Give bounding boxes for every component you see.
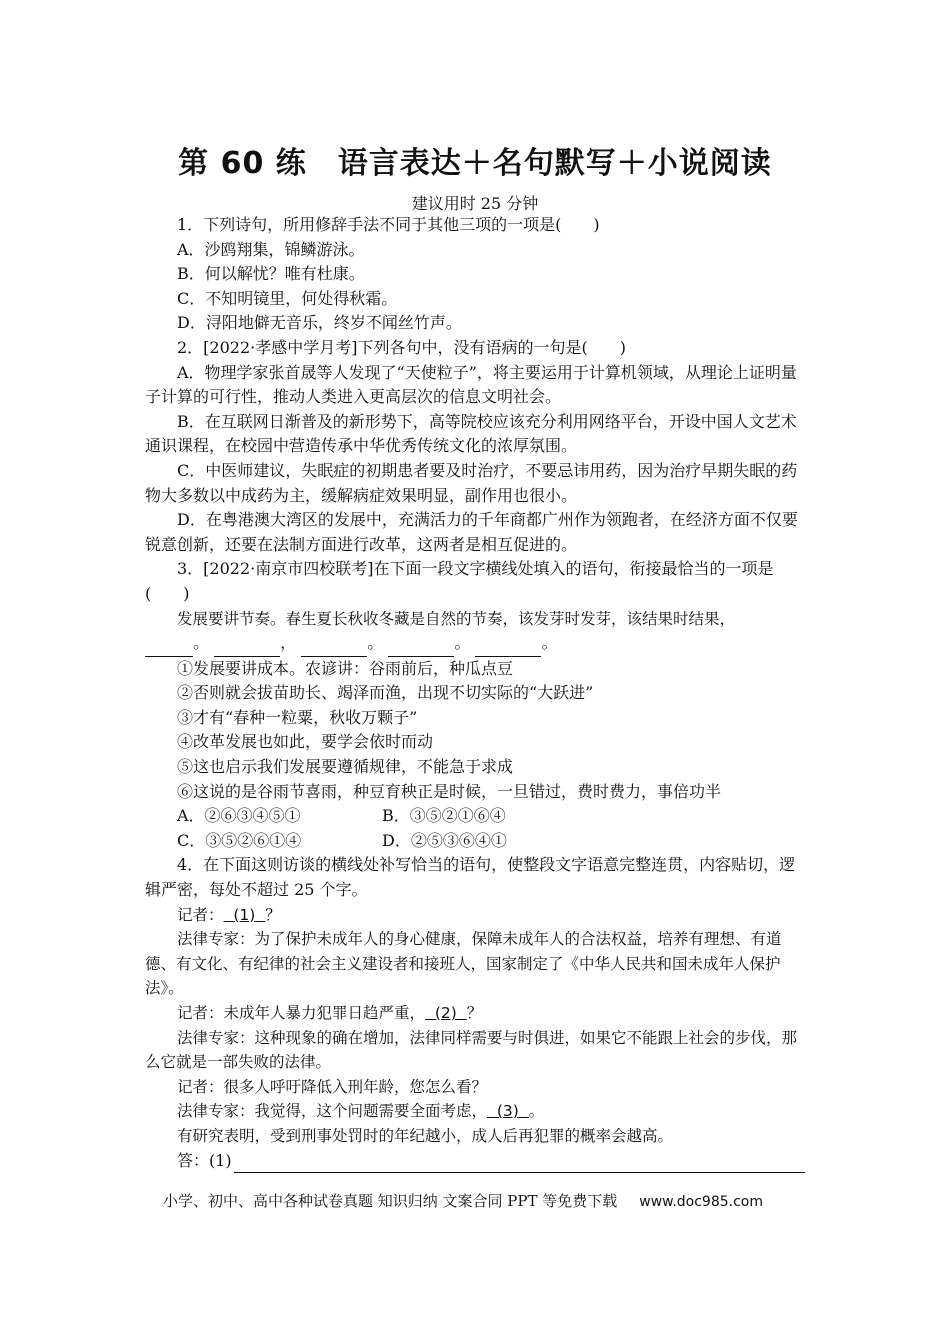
interview-line	[145, 1001, 805, 1026]
interview-text: ？	[466, 1004, 483, 1022]
blank-sep: 。	[367, 633, 384, 653]
question-3-blanks	[145, 631, 805, 657]
question-3-choice-d: D．②⑤③⑥④①	[382, 830, 507, 850]
interview-block	[145, 903, 805, 1149]
question-3-choices-row-1	[145, 804, 805, 829]
blank-line	[214, 631, 280, 657]
question-2-option-d: D．在粤港澳大湾区的发展中，充满活力的千年商都广州作为领跑者，在经济方面不仅要锐意创新，还要在法制方面进行改革，这两者是相互促进的。	[145, 510, 798, 554]
answer-blank-3[interactable]	[487, 1102, 529, 1120]
question-1-option-c: C．不知明镜里，何处得秋霜。	[177, 288, 398, 308]
question-1-stem: 1．下列诗句，所用修辞手法不同于其他三项的一项是( )	[177, 215, 600, 234]
footer-text: 小学、初中、高中各种试卷真题 知识归纳 文案合同 PPT 等免费下载	[163, 1192, 618, 1210]
question-2-stem: 2．[2022·孝感中学月考]下列各句中，没有语病的一句是( )	[177, 337, 626, 357]
question-4-stem: 4．在下面这则访谈的横线处补写恰当的语句，使整段文字语意完整连贯，内容贴切，逻辑严密，每处不超过 25 个字。	[145, 855, 796, 900]
question-3-item: ②否则就会拔苗助长、竭泽而渔，出现不切实际的“大跃进”	[177, 683, 594, 703]
question-3-item: ③才有“春种一粒粟，秋收万颗子”	[177, 707, 418, 727]
passage-text: 发展要讲节奏。春生夏长秋收冬藏是自然的节奏，该发芽时发芽，该结果时结果，	[177, 609, 736, 628]
interview-text: 记者：未成年人暴力犯罪日趋严重，	[177, 1004, 426, 1022]
interview-line: 法律专家：为了保护未成年人的身心健康，保障未成年人的合法权益，培养有理想、有道德、有文化、有纪律的社会主义建设者和接班人，国家制定了《中华人民共和国未成年人保护法》。	[145, 930, 782, 998]
question-3-passage	[145, 607, 805, 632]
answer-blank-1[interactable]	[224, 906, 266, 924]
blank-line	[388, 631, 454, 657]
footer-site-link[interactable]: www.doc985.com	[639, 1194, 764, 1210]
question-1-option-a: A．沙鸥翔集，锦鳞游泳。	[177, 239, 365, 259]
question-3-choice-b: B．③⑤②①⑥④	[382, 806, 506, 826]
question-3-item: ①发展要讲成本。农谚讲：谷雨前后，种瓜点豆	[177, 658, 514, 678]
blank-line	[145, 631, 193, 657]
question-3-choice-a: A．②⑥③④⑤①	[177, 806, 301, 826]
interview-line: 法律专家：这种现象的确在增加，法律同样需要与时俱进，如果它不能跟上社会的步伐，那么它就是一部失败的法律。	[145, 1028, 798, 1072]
question-1-option-b: B．何以解忧？唯有杜康。	[177, 264, 365, 284]
blank-line	[301, 631, 367, 657]
question-3-choice-c: C．③⑤②⑥①④	[177, 830, 302, 850]
interview-text: 。	[528, 1102, 545, 1121]
interview-line: 记者：很多人呼吁降低入刑年龄，您怎么看？	[177, 1077, 488, 1096]
question-3-stem: 3．[2022·南京市四校联考]在下面一段文字横线处填入的语句，衔接最恰当的一项是( )	[145, 559, 774, 603]
question-3-choices-row-2	[145, 829, 805, 854]
footer-banner	[163, 1190, 763, 1211]
blank-line	[475, 631, 541, 657]
question-2-option-c: C．中医师建议，失眠症的初期患者要及时治疗，不要忌讳用药，因为治疗早期失眠的药物大多数以中成药为主，缓解病症效果明显，副作用也很小。	[145, 460, 798, 505]
blank-sep: 。	[541, 633, 558, 653]
exercise-content	[145, 213, 805, 1173]
blank-sep: ，	[280, 633, 297, 653]
question-2-option-a: A．物理学家张首晟等人发现了“天使粒子”，将主要运用于计算机领域，从理论上证明量子计算的可行性，推动人类进入更高层次的信息文明社会。	[145, 362, 797, 407]
interview-line	[145, 1099, 805, 1124]
question-2-option-b: B．在互联网日渐普及的新形势下，高等院校应该充分利用网络平台，开设中国人文艺术通识课程，在校园中营造传承中华优秀传统文化的浓厚氛围。	[145, 411, 797, 456]
interview-line	[145, 903, 805, 928]
interview-text: ？	[265, 905, 281, 924]
blank-label: (2)	[434, 1004, 457, 1022]
blank-label: (3)	[496, 1102, 519, 1121]
question-3-item: ⑥这说的是谷雨节喜雨，种豆育秧正是时候，一旦错过，费时费力，事倍功半	[177, 781, 722, 801]
page-title: 第 60 练 语言表达＋名句默写＋小说阅读	[178, 146, 772, 181]
blank-label: (1)	[233, 905, 256, 924]
answer-blank-2[interactable]	[425, 1004, 467, 1022]
blank-sep: 。	[454, 633, 471, 653]
blank-sep: 。	[193, 633, 210, 653]
interview-text: 记者：	[177, 905, 224, 924]
question-3-item: ⑤这也启示我们发展要遵循规律，不能急于求成	[177, 757, 514, 777]
question-1-option-d: D．浔阳地僻无音乐，终岁不闻丝竹声。	[177, 313, 462, 333]
suggested-time: 建议用时 25 分钟	[411, 194, 539, 213]
answer-underline	[234, 1154, 805, 1173]
answer-line-1[interactable]	[145, 1149, 805, 1174]
answer-label: 答：(1)	[177, 1150, 232, 1170]
interview-text: 法律专家：我觉得，这个问题需要全面考虑，	[177, 1102, 488, 1121]
interview-line: 有研究表明，受到刑事处罚时的年纪越小，成人后再犯罪的概率会越高。	[177, 1126, 674, 1145]
question-3-item: ④改革发展也如此，要学会依时而动	[177, 732, 434, 752]
